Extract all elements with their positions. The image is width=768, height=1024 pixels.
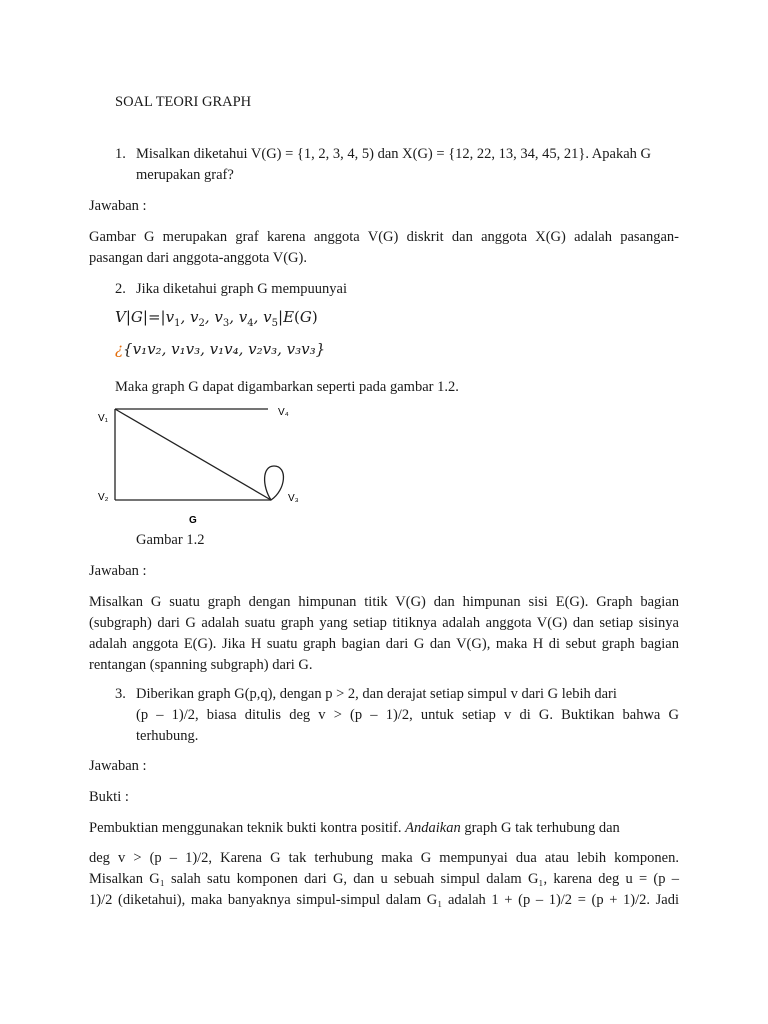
proof-line-1-emphasis: Andaikan [405, 820, 461, 836]
edge-set: {v₁v₂, v₁v₃, v₁v₄, v₂v₃, v₃v₃} [123, 340, 326, 358]
label-v1: V₁ [98, 413, 109, 424]
q3-line3: terhubung. [136, 728, 199, 744]
proof-p2-line2: Misalkan G₁ salah satu komponen dari G, dan u sebuah simpul dalam G₁, karena deg u = (p – [89, 871, 679, 887]
proof-p2-line1: deg v > (p – 1)/2, Karena G tak terhubung maka G mempunyai dua atau lebih komponen. [89, 850, 679, 866]
answer-2-line3: adalah anggota E(G). Jika H suatu graph bagian dari G dan V(G), maka H di sebut graph bagian [89, 636, 679, 652]
proof-line-1a: Pembuktian menggunakan teknik bukti kontra positif. [89, 820, 406, 836]
proof-line-1 [89, 818, 620, 839]
math-set-line-1: $V|G|=|v_1$, $v_2$, $v_3$, $v_4$, $v_5|E(G)$ [115, 308, 318, 329]
inverted-question-glyph: ¿ [115, 340, 124, 358]
bukti-label: Bukti : [89, 789, 129, 805]
answer-2 [89, 592, 679, 676]
jawaban-label-1: Jawaban : [89, 198, 147, 214]
proof-p2-line3: 1)/2 (diketahui), maka banyaknya simpul-simpul dalam G₁ adalah 1 + (p – 1)/2 = (p + 1)/2. Jadi [89, 892, 679, 908]
q3-line2: (p – 1)/2, biasa ditulis deg v > (p – 1)/2, untuk setiap v di G. Buktikan bahwa G [136, 707, 679, 723]
proof-line-1b: graph G tak terhubung dan [460, 820, 620, 836]
proof-paragraph-2 [89, 848, 679, 911]
graph-figure [0, 398, 768, 538]
loop-v3 [265, 466, 284, 500]
q3-body [136, 705, 679, 747]
q2-text: Jika diketahui graph G mempuunyai [136, 281, 348, 297]
q2-number: 2. [115, 281, 126, 297]
q3-number: 3. [115, 686, 126, 702]
jawaban-label-2: Jawaban : [89, 563, 147, 579]
answer-1-line2: pasangan dari anggota-anggota V(G). [89, 250, 307, 266]
answer-2-line2: (subgraph) dari G adalah suatu graph yang setiap titiknya adalah anggota V(G) dan setiap sisinya [89, 615, 679, 631]
q3-line1: Diberikan graph G(p,q), dengan p > 2, dan derajat setiap simpul v dari G lebih dari [136, 686, 617, 702]
q1-number: 1. [115, 146, 126, 162]
label-v4: V₄ [278, 407, 289, 418]
label-v3: V₃ [288, 493, 299, 504]
q1-line1: Misalkan diketahui V(G) = {1, 2, 3, 4, 5) dan X(G) = {12, 22, 13, 34, 45, 21}. Apakah G [136, 146, 651, 162]
figure-caption: Gambar 1.2 [136, 532, 205, 548]
q2-after-text: Maka graph G dapat digambarkan seperti pada gambar 1.2. [115, 379, 459, 395]
math-set-line-2 [115, 340, 325, 358]
label-v2: V₂ [98, 492, 109, 503]
answer-1-line1: Gambar G merupakan graf karena anggota V(G) diskrit dan anggota X(G) adalah pasangan- [89, 229, 679, 245]
answer-2-line1: Misalkan G suatu graph dengan himpunan titik V(G) dan himpunan sisi E(G). Graph bagian [89, 594, 679, 610]
edge-v1-v3 [115, 409, 271, 500]
q1-line2: merupakan graf? [136, 167, 234, 183]
page-title: SOAL TEORI GRAPH [115, 94, 252, 110]
label-g: G [189, 515, 197, 526]
answer-2-line4: rentangan (spanning subgraph) dari G. [89, 657, 313, 673]
answer-1 [89, 227, 679, 269]
jawaban-label-3: Jawaban : [89, 758, 147, 774]
